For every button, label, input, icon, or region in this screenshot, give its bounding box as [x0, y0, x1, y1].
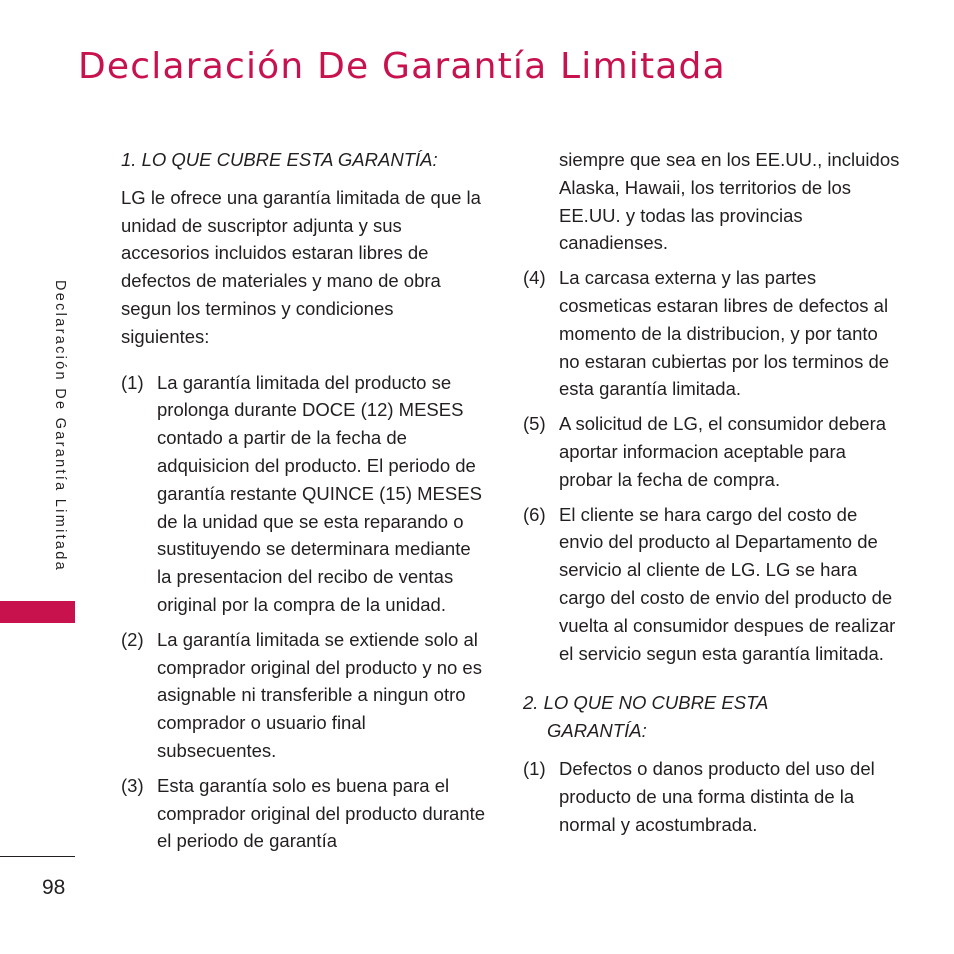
- item-number: (4): [523, 267, 546, 289]
- footer-rule: [0, 856, 75, 857]
- right-column: [523, 146, 903, 845]
- list-item: [121, 772, 486, 855]
- page-number: 98: [42, 876, 66, 899]
- list-item: [523, 755, 903, 838]
- item-text: A solicitud de LG, el consumidor debera aportar informacion aceptable para probar la fecha de compra.: [559, 413, 887, 490]
- left-column: [121, 146, 486, 862]
- heading-line: GARANTÍA:: [547, 720, 647, 742]
- item-text: Defectos o danos producto del uso del producto de una forma distinta de la normal y acostumbrada.: [559, 757, 875, 835]
- item-number: (2): [121, 628, 144, 650]
- item-text: La carcasa externa y las partes cosmeticas estaran libres de defectos al momento de la distribucion, y por tanto no estaran cubiertas por los terminos de esta garantía limitada.: [559, 267, 890, 400]
- intro-paragraph: LG le ofrece una garantía limitada de que la unidad de suscriptor adjunta y sus accesorios incluidos estaran libres de defectos de materiales y mano de obra segun los terminos y condiciones siguientes:: [121, 186, 481, 347]
- section-heading-covered: 1. LO QUE CUBRE ESTA GARANTÍA:: [121, 149, 438, 170]
- heading-line: 2. LO QUE NO CUBRE ESTA: [523, 692, 769, 714]
- item-number: (3): [121, 774, 144, 796]
- item-number: (1): [121, 371, 144, 393]
- item-text: La garantía limitada se extiende solo al comprador original del producto y no es asignable ni transferible a ningun otro comprador o usuario final subsecuentes.: [157, 628, 482, 761]
- item-number: (5): [523, 413, 546, 435]
- section-heading-not-covered: [523, 689, 903, 745]
- item-number: (6): [523, 503, 546, 525]
- list-item: [523, 410, 903, 493]
- side-section-label: Declaración De Garantía Limitada: [52, 280, 68, 573]
- item-text: El cliente se hara cargo del costo de envio del producto al Departamento de servicio al cliente de LG. LG se hara cargo del costo de envio del producto de vuelta al consumidor despues de realizar el servicio segun esta garantía limitada.: [559, 503, 896, 664]
- continued-text: siempre que sea en los EE.UU., incluidos Alaska, Hawaii, los territorios de los EE.UU. y todas las provincias canadienses.: [559, 149, 900, 254]
- list-item: [523, 264, 903, 403]
- item-number: (1): [523, 757, 546, 779]
- list-item: [523, 501, 903, 668]
- item-text: La garantía limitada del producto se prolonga durante DOCE (12) MESES contado a partir de la fecha de adquisicion del producto. El periodo de garantía restante QUINCE (15) MESES de la unidad que se esta reparando o sustituyendo se determinara mediante la presentacion del recibo de ventas original por la compra de la unidad.: [157, 371, 482, 615]
- side-accent-tab: [0, 601, 75, 623]
- list-item: [121, 626, 486, 765]
- list-item: [121, 369, 486, 619]
- item-text: Esta garantía solo es buena para el comprador original del producto durante el periodo de garantía: [157, 774, 486, 852]
- page-title: Declaración De Garantía Limitada: [78, 46, 726, 87]
